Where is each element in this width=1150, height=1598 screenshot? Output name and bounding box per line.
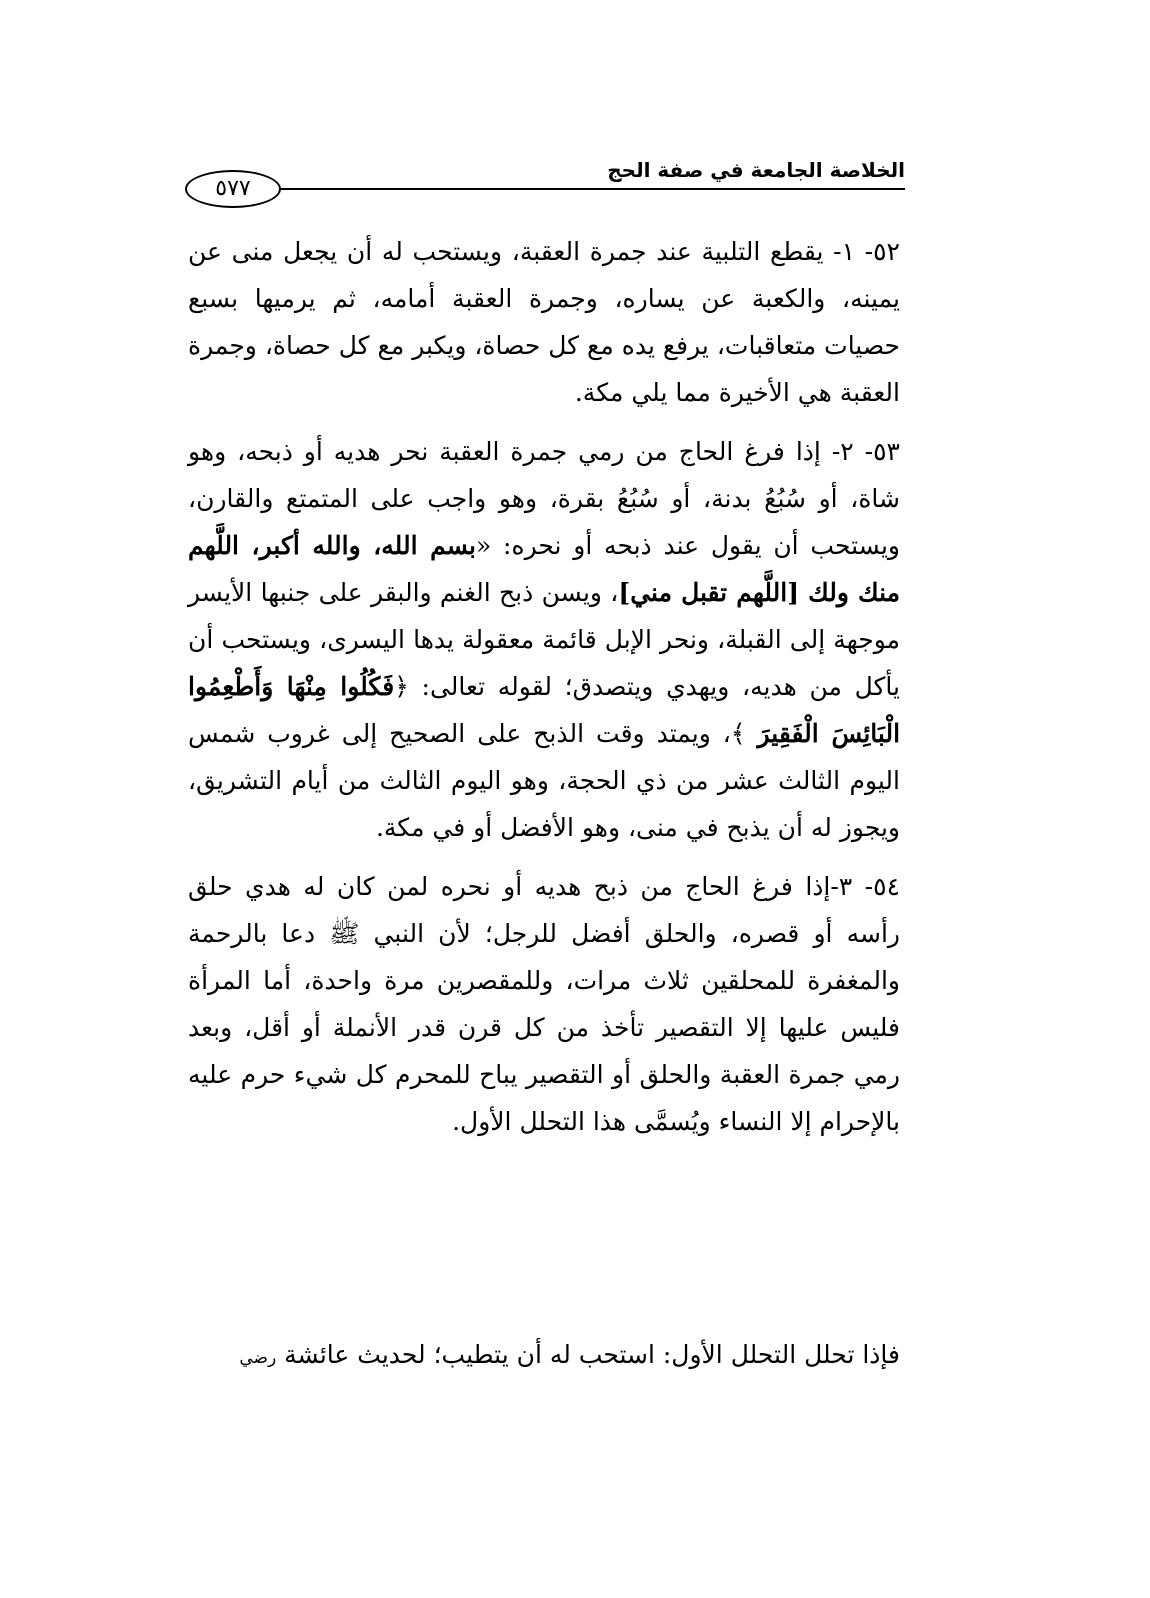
continuation-line	[239, 1331, 900, 1382]
header-rule	[270, 188, 905, 190]
paragraph-number: ٥٤- ٣-	[830, 872, 900, 901]
continuation-trailing: رضي	[239, 1348, 277, 1368]
page-number: ٥٧٧	[185, 170, 281, 208]
paragraph-text: إذا فرغ الحاج من ذبح هديه أو نحره لمن كان له هدي حلق رأسه أو قصره، والحلق أفضل للرجل؛ لأن النبي ﷺ دعا بالرحمة والمغفرة للمحلقين ثلاث مرات، وللمقصرين مرة واحدة، أما المرأة فليس عليها إلا التقصير تأخذ من كل قرن قدر الأنملة أو أقل، وبعد رمي جمرة العقبة والحلق أو التقصير يباح للمحرم كل شيء حرم عليه بالإحرام إلا النساء ويُسمَّى هذا التحلل الأول.	[188, 872, 900, 1136]
paragraph-text: ﴾، ويمتد وقت الذبح على الصحيح إلى غروب شمس اليوم الثالث عشر من ذي الحجة، وهو اليوم الثالث من أيام التشريق، ويجوز له أن يذبح في منى، وهو الأفضل أو في مكة.	[188, 719, 900, 842]
dua-text: بسم الله، والله أكبر، اللَّهم منك ولك [اللَّهم تقبل مني]	[188, 531, 900, 607]
paragraph-text: إذا فرغ الحاج من رمي جمرة العقبة نحر هديه أو ذبحه، وهو شاة، أو سُبُعُ بدنة، أو سُبُعُ بقرة، وهو واجب على المتمتع والقارن، ويستحب أن يقول عند ذبحه أو نحره: «	[188, 437, 900, 560]
paragraph-number: ٥٢- ١-	[833, 237, 900, 266]
paragraph-text: يقطع التلبية عند جمرة العقبة، ويستحب له أن يجعل منى عن يمينه، والكعبة عن يساره، وجمرة العقبة أمامه، ثم يرميها بسبع حصيات متعاقبات، يرفع يده مع كل حصاة، ويكبر مع كل حصاة، وجمرة العقبة هي الأخيرة مما يلي مكة.	[188, 237, 900, 407]
paragraph-number: ٥٣- ٢-	[831, 437, 900, 466]
paragraph-52	[188, 228, 900, 416]
paragraph-53	[188, 428, 900, 851]
quran-verse: فَكُلُوا مِنْهَا وَأَطْعِمُوا الْبَائِسَ الْفَقِيرَ	[188, 672, 901, 748]
running-header	[180, 158, 905, 208]
continuation-text: فإذا تحلل التحلل الأول: استحب له أن يتطيب؛ لحديث عائشة	[284, 1340, 900, 1369]
paragraph-text: ، ويسن ذبح الغنم والبقر على جنبها الأيسر موجهة إلى القبلة، ونحر الإبل قائمة معقولة يدها اليسرى، ويستحب أن يأكل من هديه، ويهدي ويتصدق؛ لقوله تعالى: ﴿	[188, 578, 900, 701]
book-title: الخلاصة الجامعة في صفة الحج	[607, 158, 905, 182]
paragraph-54	[188, 863, 900, 1145]
body-text	[188, 228, 900, 1157]
